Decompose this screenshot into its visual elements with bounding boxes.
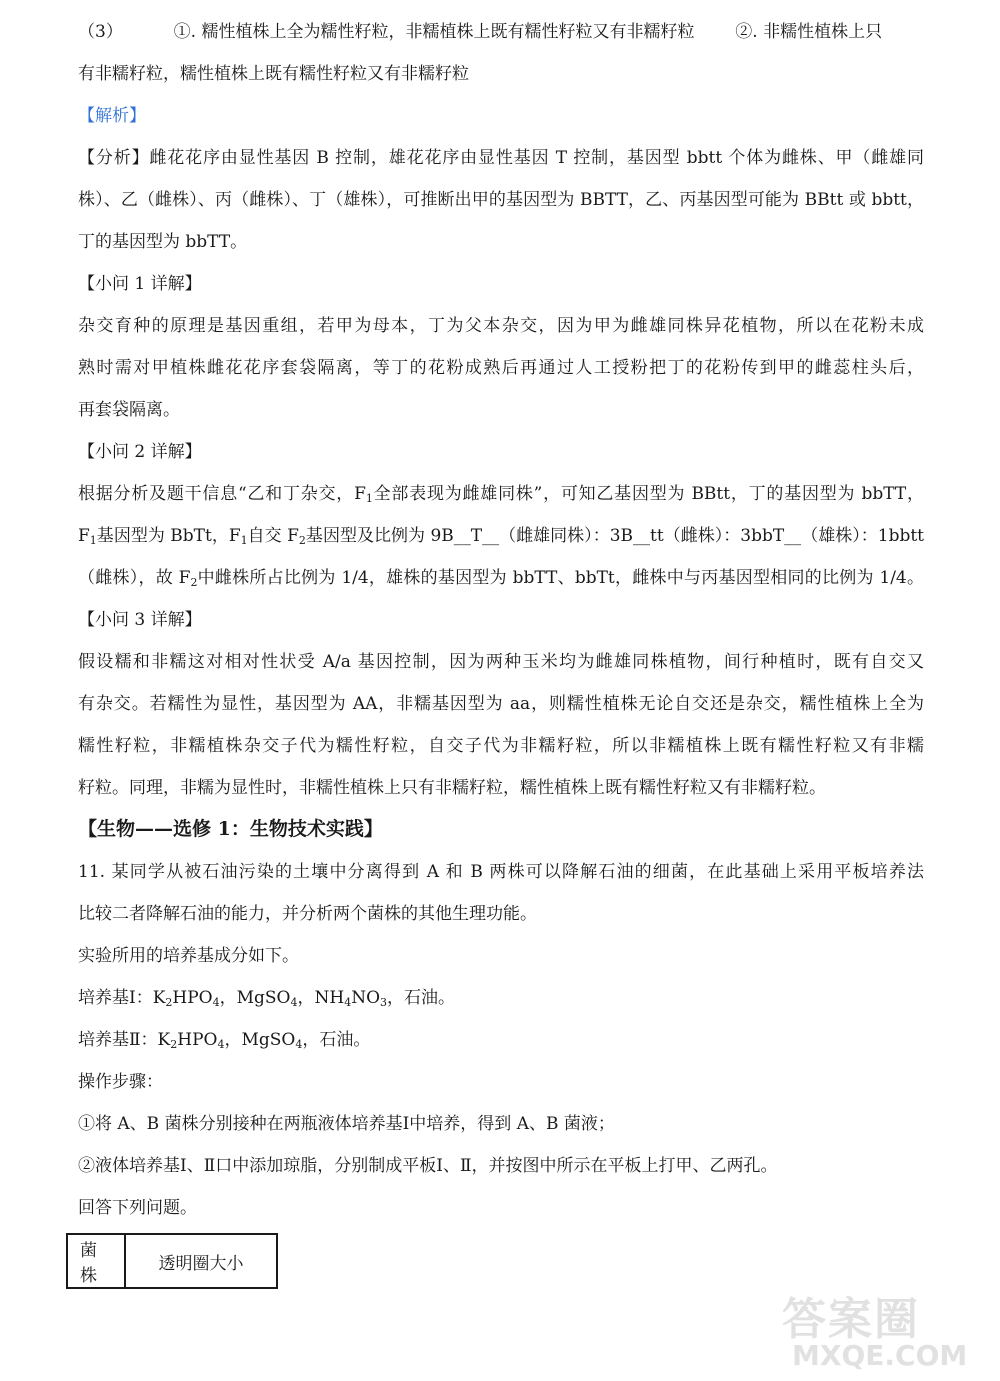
q1-title: 【小问 1 详解】	[78, 274, 202, 294]
q3-line-1: 假设糯和非糯这对相对性状受 A/a 基因控制，因为两种玉米均为雌雄同株植物，间行种植时，既有自交又	[78, 652, 924, 672]
medium1-a: 培养基Ⅰ：K	[78, 988, 166, 1008]
medium2-c: ，MgSO	[224, 1030, 296, 1050]
subscript: 4	[217, 1038, 225, 1051]
q3-title: 【小问 3 详解】	[78, 610, 202, 630]
q11-line-3: 实验所用的培养基成分如下。	[78, 946, 299, 966]
subscript: 4	[212, 996, 220, 1009]
q2-line2-d: 基因型及比例为 9B__T__（雌雄同株）：3B__tt（雌株）：3bbT__（雄株）：1bbtt	[305, 526, 925, 546]
medium1-f: ，石油。	[387, 988, 456, 1008]
q3-answer-line2: 有非糯籽粒，糯性植株上既有糯性籽粒又有非糯籽粒	[78, 64, 469, 84]
subscript: 1	[240, 534, 248, 547]
subscript: 1	[89, 534, 97, 547]
q3-answer-part2a: ②. 非糯性植株上只	[735, 22, 883, 42]
medium1-c: ，MgSO	[219, 988, 291, 1008]
subscript: 4	[295, 1038, 303, 1051]
q1-line-3: 再套袋隔离。	[78, 400, 180, 420]
analysis-line-2: 株）、乙（雌株）、丙（雌株）、丁（雄株），可推断出甲的基因型为 BBTT，乙、丙基因型可能为 BBtt 或 bbtt，	[78, 190, 924, 210]
q3-answer-part1: ①. 糯性植株上全为糯性籽粒，非糯植株上既有糯性籽粒又有非糯籽粒	[173, 22, 695, 42]
q2-line-1	[78, 482, 924, 506]
medium-2	[78, 1028, 924, 1052]
medium-1	[78, 986, 924, 1010]
q2-line1-b: 全部表现为雌雄同株”，可知乙基因型为 BBtt，丁的基因型为 bbTT，	[372, 484, 924, 504]
q3-line-4: 籽粒。同理，非糯为显性时，非糯性植株上只有非糯籽粒，糯性植株上既有糯性籽粒又有非糯籽粒。	[78, 778, 826, 798]
q3-answer-line1	[78, 20, 924, 44]
q2-line3-a: （雌株），故 F	[78, 568, 191, 588]
q1-line-2: 熟时需对甲植株雌花花序套袋隔离，等丁的花粉成熟后再通过人工授粉把丁的花粉传到甲的雌蕊柱头后，	[78, 358, 924, 378]
analysis-line-1: 【分析】雌花花序由显性基因 B 控制，雄花花序由显性基因 T 控制，基因型 bbtt 个体为雌株、甲（雌雄同	[78, 148, 924, 168]
strain-table	[66, 1233, 278, 1289]
answer-prompt: 回答下列问题。	[78, 1198, 197, 1218]
subscript: 2	[165, 996, 173, 1009]
q1-line-1: 杂交育种的原理是基因重组，若甲为母本，丁为父本杂交，因为甲为雌雄同株异花植物，所以在花粉未成	[78, 316, 924, 336]
steps-title: 操作步骤：	[78, 1072, 163, 1092]
watermark-logo	[772, 1283, 994, 1381]
q11-line-2: 比较二者降解石油的能力，并分析两个菌株的其他生理功能。	[78, 904, 537, 924]
table-row	[67, 1234, 277, 1288]
medium1-b: HPO	[172, 988, 213, 1008]
analysis-line-3: 丁的基因型为 bbTT。	[78, 232, 248, 252]
medium2-b: HPO	[177, 1030, 218, 1050]
table-header-strain: 菌株	[67, 1234, 125, 1288]
q2-line2-c: 自交 F	[247, 526, 299, 546]
section-title: 【生物——选修 1：生物技术实践】	[78, 818, 383, 840]
q11-line-1: 11. 某同学从被石油污染的土壤中分离得到 A 和 B 两株可以降解石油的细菌，在此基础上采用平板培养法	[78, 862, 924, 882]
subscript: 4	[344, 996, 352, 1009]
analysis-label: 【解析】	[78, 106, 146, 126]
step-2: ②液体培养基Ⅰ、Ⅱ口中添加琼脂，分别制成平板Ⅰ、Ⅱ，并按图中所示在平板上打甲、乙两孔。	[78, 1156, 778, 1176]
watermark-top: 答案圈	[782, 1294, 920, 1345]
watermark-bottom: MXQE.COM	[792, 1339, 968, 1372]
q2-line1-a: 根据分析及题干信息“乙和丁杂交，F	[78, 484, 366, 504]
q2-line-2	[78, 524, 924, 548]
q2-line2-b: 基因型为 BbTt，F	[96, 526, 241, 546]
q3-line-2: 有杂交。若糯性为显性，基因型为 AA，非糯基因型为 aa，则糯性植株无论自交还是杂交，糯性植株上全为	[78, 694, 924, 714]
subscript: 2	[298, 534, 306, 547]
table-header-halo-size: 透明圈大小	[125, 1234, 277, 1288]
step-1: ①将 A、B 菌株分别接种在两瓶液体培养基Ⅰ中培养，得到 A、B 菌液；	[78, 1114, 615, 1134]
q2-title: 【小问 2 详解】	[78, 442, 202, 462]
q3-line-3: 糯性籽粒，非糯植株杂交子代为糯性籽粒，自交子代为非糯籽粒，所以非糯植株上既有糯性籽粒又有非糯	[78, 736, 924, 756]
subscript: 1	[365, 492, 373, 505]
subscript: 2	[170, 1038, 178, 1051]
subscript: 2	[190, 576, 198, 589]
q2-line2-a: F	[78, 526, 90, 546]
medium2-a: 培养基Ⅱ：K	[78, 1030, 171, 1050]
medium1-d: ，NH	[297, 988, 345, 1008]
q2-line3-b: 中雌株所占比例为 1/4，雄株的基因型为 bbTT、bbTt，雌株中与丙基因型相同的比例为 1/4。	[197, 568, 924, 588]
subscript: 3	[380, 996, 388, 1009]
q2-line-3	[78, 566, 924, 590]
q3-answer-prefix: （3）	[78, 22, 123, 42]
medium2-d: ，石油。	[302, 1030, 371, 1050]
subscript: 4	[290, 996, 298, 1009]
medium1-e: NO	[351, 988, 381, 1008]
